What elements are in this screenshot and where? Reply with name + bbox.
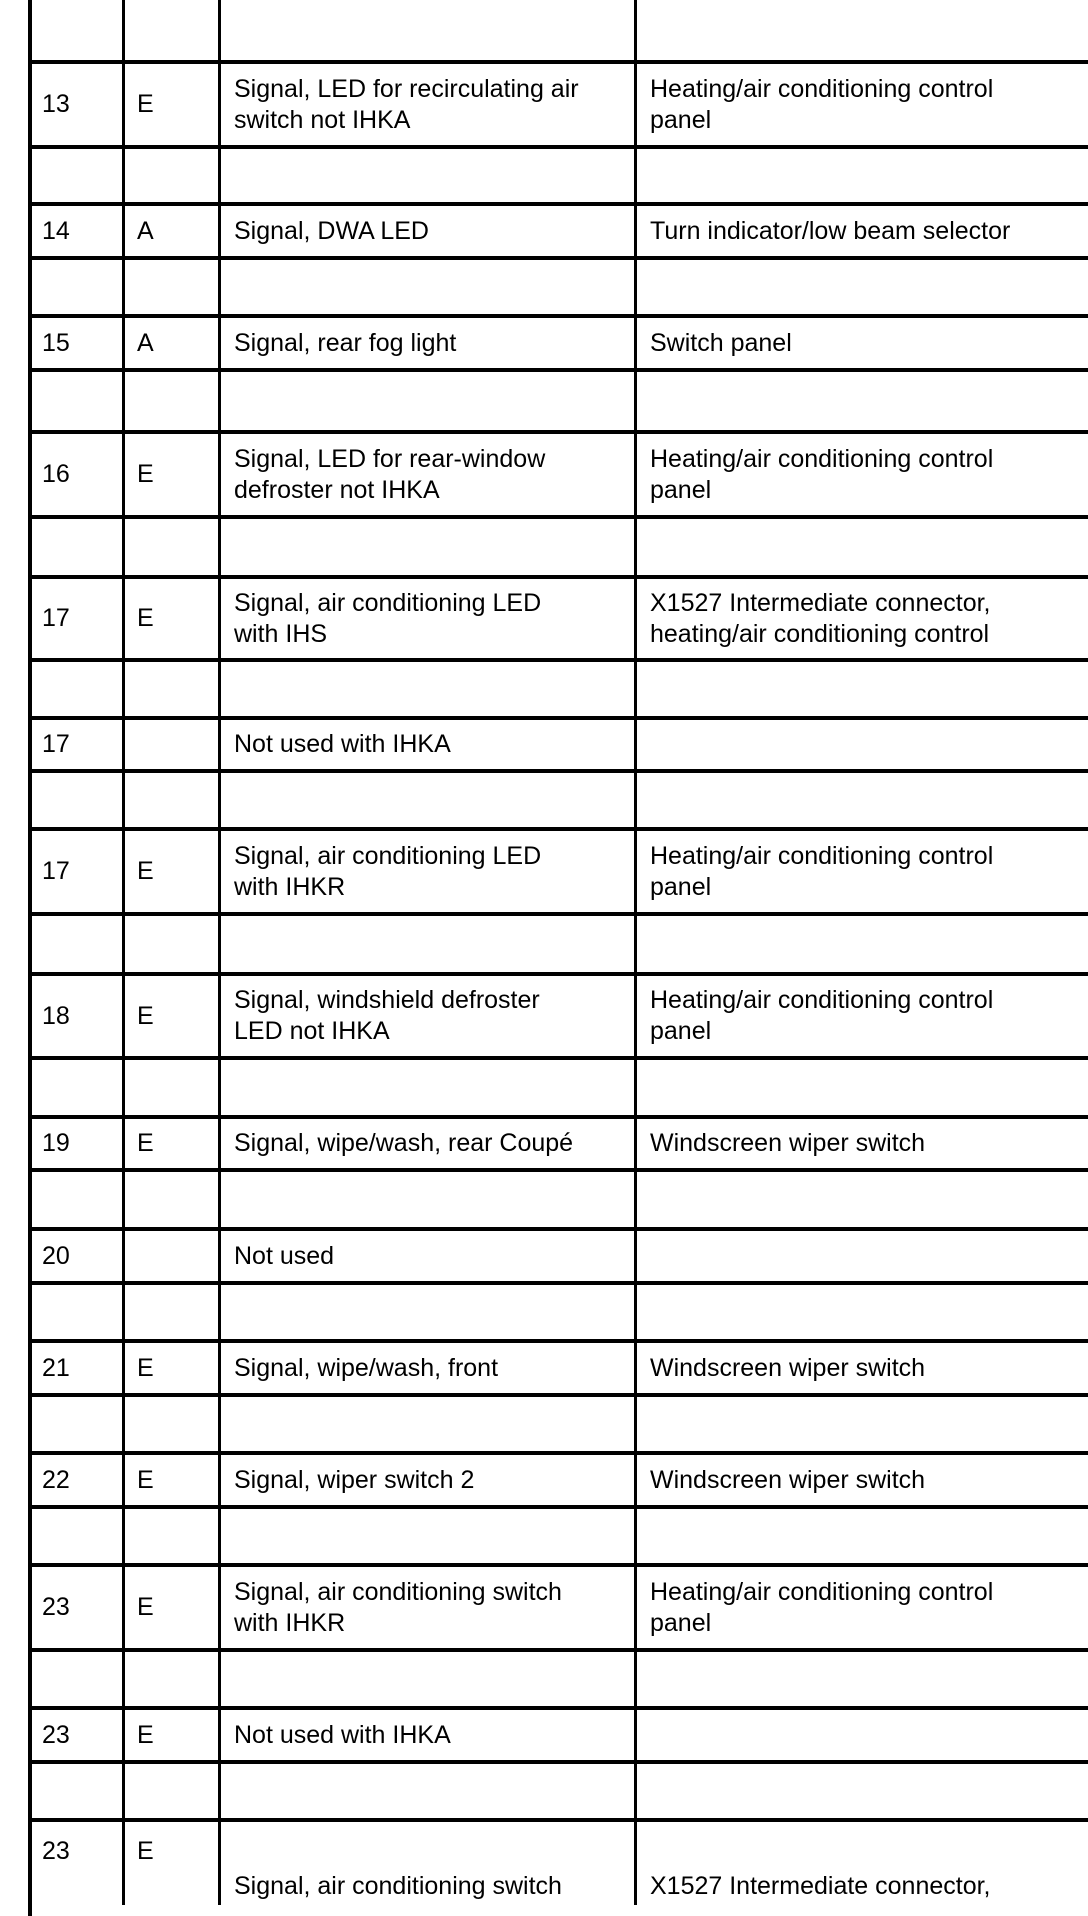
connection-cell: X1527 Intermediate connector, — [650, 1872, 991, 1900]
column-divider — [28, 0, 32, 1916]
column-divider — [218, 0, 221, 1905]
column-divider — [122, 0, 125, 1905]
pin-number-cell: 17 — [42, 604, 70, 632]
row-border — [30, 1648, 1088, 1652]
row-border — [30, 769, 1088, 773]
io-type-cell: E — [137, 460, 154, 488]
description-cell: Signal, air conditioning LED with IHKR — [234, 841, 542, 901]
io-type-cell: E — [137, 1593, 154, 1621]
pin-number-cell: 19 — [42, 1129, 70, 1157]
connection-cell — [650, 720, 1080, 769]
connection-cell: X1527 Intermediate connector, heating/air conditioning control — [650, 588, 991, 648]
connection-cell: Windscreen wiper switch — [650, 1465, 926, 1494]
row-border — [30, 1056, 1088, 1060]
pin-number-cell: 17 — [42, 730, 70, 758]
connection-cell — [650, 1231, 1080, 1281]
row-border — [30, 1393, 1088, 1397]
pin-number-cell: 13 — [42, 90, 70, 118]
row-border — [30, 658, 1088, 662]
io-type-cell: A — [137, 328, 154, 357]
description-cell: Signal, LED for recirculating air switch not IHKA — [234, 74, 579, 134]
description-cell: Signal, LED for rear-window defroster not IHKA — [234, 444, 546, 504]
pin-number-cell: 18 — [42, 1001, 70, 1030]
column-divider — [634, 0, 637, 1905]
pin-number-cell: 21 — [42, 1353, 70, 1382]
io-type-cell: E — [137, 1720, 154, 1749]
connection-cell: Turn indicator/low beam selector — [650, 216, 1011, 245]
pin-number-cell: 20 — [42, 1241, 70, 1270]
row-border — [30, 1760, 1088, 1764]
io-type-cell — [137, 1231, 217, 1281]
row-border — [30, 1168, 1088, 1172]
io-type-cell: E — [137, 1465, 154, 1494]
connection-cell: Heating/air conditioning control panel — [650, 986, 994, 1045]
connection-cell: Heating/air conditioning control panel — [650, 74, 994, 134]
pin-number-cell: 15 — [42, 328, 70, 357]
description-cell: Signal, wipe/wash, rear Coupé — [234, 1129, 574, 1157]
io-type-cell: E — [137, 90, 154, 118]
io-type-cell: E — [137, 1353, 154, 1382]
description-cell: Signal, air conditioning LED with IHS — [234, 588, 542, 648]
description-cell: Not used with IHKA — [234, 730, 451, 758]
pin-number-cell: 14 — [42, 216, 70, 245]
connection-cell — [650, 1710, 1080, 1760]
pin-number-cell: 17 — [42, 857, 70, 885]
io-type-cell: E — [137, 1129, 154, 1157]
pin-number-cell: 23 — [42, 1593, 70, 1621]
io-type-cell — [137, 720, 217, 769]
pin-number-cell: 23 — [42, 1720, 70, 1749]
description-cell: Not used — [234, 1241, 335, 1270]
description-cell: Signal, wipe/wash, front — [234, 1353, 499, 1382]
description-cell: Signal, wiper switch 2 — [234, 1465, 475, 1494]
io-type-cell: A — [137, 216, 154, 245]
connection-cell: Heating/air conditioning control panel — [650, 444, 994, 504]
pin-number-cell: 22 — [42, 1465, 70, 1494]
row-border — [30, 515, 1088, 519]
connection-cell: Windscreen wiper switch — [650, 1353, 926, 1382]
description-cell: Signal, air conditioning switch with IHKR — [234, 1577, 562, 1637]
io-type-cell: E — [137, 604, 154, 632]
connection-cell: Heating/air conditioning control panel — [650, 1577, 994, 1637]
pin-number-cell: 16 — [42, 460, 70, 488]
connection-cell: Windscreen wiper switch — [650, 1129, 926, 1157]
row-border — [30, 145, 1088, 149]
connection-cell: Heating/air conditioning control panel — [650, 841, 994, 901]
io-type-cell: E — [137, 1001, 154, 1030]
io-type-cell: E — [137, 857, 154, 885]
row-border — [30, 256, 1088, 260]
description-cell: Signal, rear fog light — [234, 328, 457, 357]
io-type-cell: E — [137, 1837, 154, 1865]
row-border — [30, 1505, 1088, 1509]
connection-cell: Switch panel — [650, 328, 792, 357]
row-border — [30, 368, 1088, 372]
description-cell: Signal, air conditioning switch — [234, 1872, 562, 1900]
pin-number-cell: 23 — [42, 1837, 70, 1865]
row-border — [30, 912, 1088, 916]
description-cell: Signal, DWA LED — [234, 216, 429, 245]
description-cell: Signal, windshield defroster LED not IHKA — [234, 986, 540, 1045]
row-border — [30, 1281, 1088, 1285]
description-cell: Not used with IHKA — [234, 1720, 451, 1749]
